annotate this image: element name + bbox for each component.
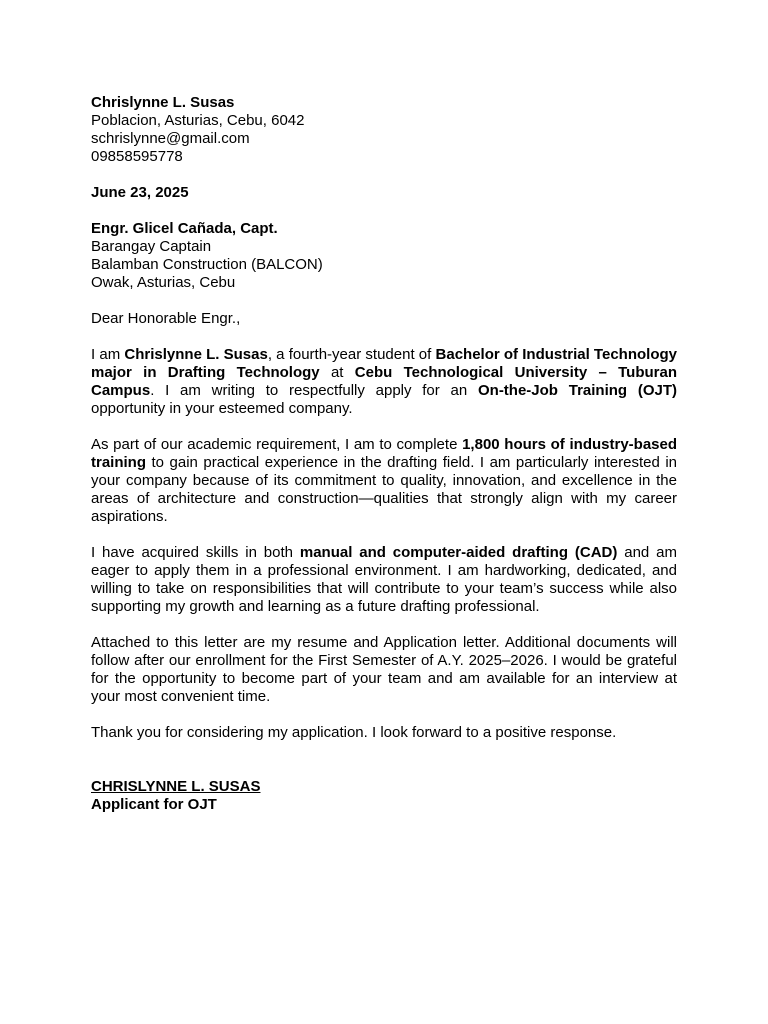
paragraph-skills-cad: manual and computer-aided drafting (CAD) bbox=[299, 544, 618, 561]
paragraph-intro-text-2: , a fourth-year student of bbox=[267, 346, 436, 363]
recipient-company: Balamban Construction (BALCON) bbox=[91, 256, 323, 273]
paragraph-requirement bbox=[91, 436, 677, 526]
paragraph-intro bbox=[91, 346, 677, 418]
paragraph-intro-name: Chrislynne L. Susas bbox=[124, 346, 268, 363]
paragraph-intro-text-3: at bbox=[319, 364, 355, 381]
paragraph-requirement-text-2: to gain practical experience in the drafting field. I am particularly interested in your company because of its commitment to quality, innovation, and excellence in the areas of architecture and construction—qualities that strongly align with my career aspirations. bbox=[91, 454, 677, 525]
sender-address: Poblacion, Asturias, Cebu, 6042 bbox=[91, 112, 305, 129]
paragraph-intro-ojt: On-the-Job Training (OJT) bbox=[477, 382, 677, 399]
sender-block bbox=[91, 94, 677, 166]
paragraph-requirement-hours: 1,800 hours of industry-based training bbox=[91, 436, 678, 471]
paragraph-intro-text-4: . I am writing to respectfully apply for an bbox=[150, 382, 478, 399]
letter-page bbox=[91, 94, 677, 814]
paragraph-skills-text-1: I have acquired skills in both bbox=[91, 544, 300, 561]
letter-date: June 23, 2025 bbox=[91, 184, 189, 201]
paragraph-intro-text-1: I am bbox=[91, 346, 125, 363]
paragraph-attachments: Attached to this letter are my resume and Application letter. Additional documents will follow after our enrollment for the First Semester of A.Y. 2025–2026. I would be grateful for the opportunity to become part of your team and am available for an interview at your most convenient time. bbox=[91, 634, 677, 705]
paragraph-skills-text-2: and am eager to apply them in a professional environment. I am hardworking, dedicated, and willing to take on responsibilities that will contribute to your team’s success while also supporting my growth and learning as a future drafting professional. bbox=[91, 544, 677, 615]
recipient-address: Owak, Asturias, Cebu bbox=[91, 274, 236, 291]
sender-phone: 09858595778 bbox=[91, 148, 183, 165]
signature-role: Applicant for OJT bbox=[91, 796, 217, 813]
paragraph-intro-university: Cebu Technological University – Tuburan Campus bbox=[91, 364, 677, 399]
paragraph-intro-text-5: opportunity in your esteemed company. bbox=[91, 400, 353, 417]
sender-name: Chrislynne L. Susas bbox=[91, 94, 235, 111]
paragraph-intro-program: Bachelor of Industrial Technology major in Drafting Technology bbox=[91, 346, 677, 381]
recipient-name: Engr. Glicel Cañada, Capt. bbox=[91, 220, 278, 237]
recipient-title: Barangay Captain bbox=[91, 238, 212, 255]
paragraph-skills bbox=[91, 544, 677, 616]
signature-name: CHRISLYNNE L. SUSAS bbox=[91, 778, 261, 795]
sender-email: schrislynne@gmail.com bbox=[91, 130, 250, 147]
recipient-block bbox=[91, 220, 677, 292]
signature-block bbox=[91, 778, 677, 814]
paragraph-closing: Thank you for considering my application. I look forward to a positive response. bbox=[91, 724, 617, 741]
salutation: Dear Honorable Engr., bbox=[91, 310, 241, 327]
paragraph-requirement-text-1: As part of our academic requirement, I am to complete bbox=[91, 436, 463, 453]
